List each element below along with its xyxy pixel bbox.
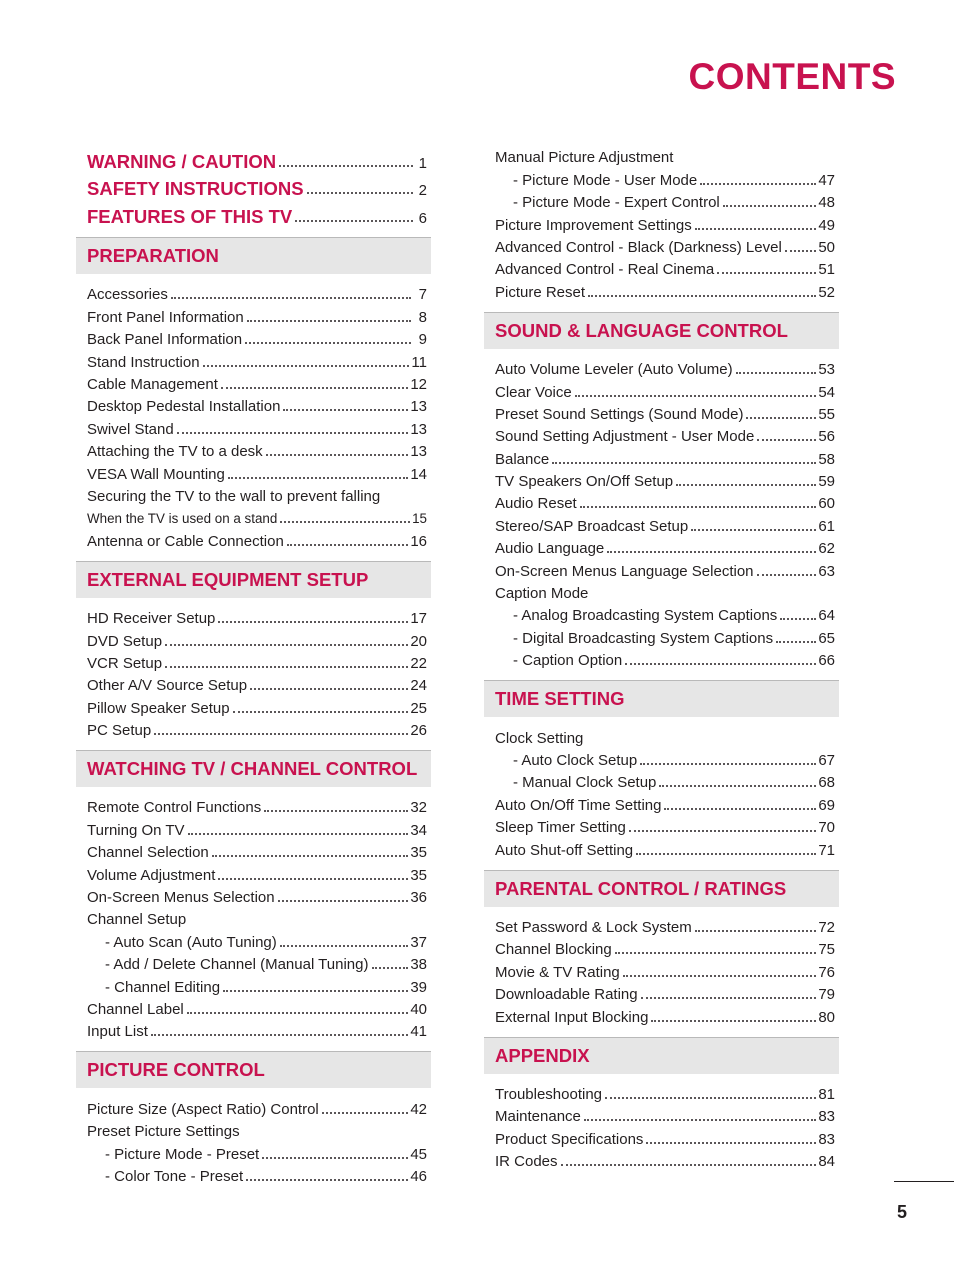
section-heading-external-equipment-setup: EXTERNAL EQUIPMENT SETUP — [76, 561, 431, 598]
toc-entry[interactable] — [484, 512, 839, 534]
entry-page-number: 54 — [818, 383, 835, 401]
entry-page-number: 25 — [410, 699, 427, 717]
entry-page-number: 16 — [410, 532, 427, 550]
entry-title: External Input Blocking — [495, 1008, 649, 1026]
entry-title: DVD Setup — [87, 632, 163, 650]
entry-title: Advanced Control - Real Cinema — [495, 261, 715, 279]
entry-page-number: 37 — [410, 933, 427, 951]
entry-title: - Auto Clock Setup — [513, 751, 638, 769]
entry-title: Accessories — [87, 286, 168, 304]
toc-entry[interactable] — [76, 415, 431, 437]
toc-entry[interactable] — [484, 423, 839, 445]
entry-title: Input List — [87, 1023, 148, 1041]
entry-page-number: 63 — [818, 562, 835, 580]
section-heading-picture-control: PICTURE CONTROL — [76, 1051, 431, 1088]
toc-entry[interactable] — [484, 914, 839, 936]
dot-leader — [165, 666, 408, 668]
toc-entry[interactable] — [484, 580, 839, 602]
entry-page-number: 38 — [410, 956, 427, 974]
entry-title: Preset Picture Settings — [87, 1123, 240, 1141]
dot-leader — [736, 372, 817, 374]
entry-title: VCR Setup — [87, 654, 163, 672]
dot-leader — [287, 544, 409, 546]
entry-title: When the TV is used on a stand — [87, 511, 278, 527]
entry-page-number: 58 — [818, 450, 835, 468]
entry-page-number: 47 — [818, 171, 835, 189]
entry-title: On-Screen Menus Selection — [87, 889, 275, 907]
toc-entry[interactable] — [484, 1148, 839, 1170]
entry-page-number: 69 — [818, 796, 835, 814]
section-spacer — [484, 859, 839, 870]
entry-page-number: 81 — [818, 1085, 835, 1103]
entry-page-number: 40 — [410, 1001, 427, 1018]
dot-leader — [177, 432, 409, 434]
entry-page-number: 71 — [818, 841, 835, 859]
toc-entry[interactable] — [484, 936, 839, 958]
entry-page-number: 72 — [818, 918, 835, 936]
entry-title: Volume Adjustment — [87, 866, 216, 884]
dot-leader — [279, 165, 413, 167]
entry-title: Antenna or Cable Connection — [87, 532, 284, 550]
entry-page-number: 15 — [412, 511, 427, 527]
entry-page-number: 50 — [818, 238, 835, 256]
toc-entry[interactable] — [484, 1125, 839, 1147]
entry-page-number: 32 — [410, 799, 427, 817]
dot-leader — [280, 945, 409, 947]
dot-leader — [246, 1179, 408, 1181]
dot-leader — [561, 1164, 817, 1166]
dot-leader — [623, 975, 817, 977]
entry-page-number: 13 — [410, 420, 427, 438]
toc-entry[interactable] — [76, 1118, 431, 1140]
entry-page-number: 48 — [818, 194, 835, 212]
toc-entry[interactable] — [76, 1163, 431, 1185]
entry-title: Manual Picture Adjustment — [495, 149, 674, 167]
toc-entry[interactable] — [484, 1003, 839, 1025]
dot-leader — [295, 220, 413, 222]
entry-page-number: 76 — [818, 963, 835, 981]
toc-entry[interactable] — [76, 371, 431, 393]
entry-page-number: 36 — [410, 889, 427, 907]
entry-title: On-Screen Menus Language Selection — [495, 562, 754, 580]
entry-title: TV Speakers On/Off Setup — [495, 473, 674, 491]
dot-leader — [221, 387, 408, 389]
dot-leader — [776, 641, 816, 643]
entry-title: Desktop Pedestal Installation — [87, 398, 281, 416]
entry-title: PC Setup — [87, 722, 152, 740]
entry-title: Remote Control Functions — [87, 799, 262, 817]
toc-entry[interactable] — [76, 505, 431, 527]
entry-title: - Manual Clock Setup — [513, 774, 657, 792]
entry-page-number: 46 — [410, 1167, 427, 1185]
entry-title: Securing the TV to the wall to prevent falling — [87, 487, 381, 505]
dot-leader — [651, 1020, 816, 1022]
section-spacer — [76, 1040, 431, 1051]
toc-entry[interactable] — [484, 166, 839, 188]
entry-page-number: 42 — [410, 1100, 427, 1118]
entry-title: - Analog Broadcasting System Captions — [513, 607, 778, 625]
toc-entry[interactable] — [76, 348, 431, 370]
dot-leader — [262, 1157, 408, 1159]
toc-entry[interactable] — [76, 839, 431, 861]
toc-entry[interactable] — [484, 234, 839, 256]
entry-page-number: 8 — [418, 308, 427, 326]
entry-title: Picture Size (Aspect Ratio) Control — [87, 1100, 319, 1118]
entry-title: Set Password & Lock System — [495, 918, 692, 936]
entry-title: Preset Sound Settings (Sound Mode) — [495, 405, 744, 423]
entry-page-number: 14 — [410, 465, 427, 483]
entry-title: Movie & TV Rating — [495, 963, 620, 981]
dot-leader — [664, 808, 816, 810]
dot-leader — [641, 997, 817, 999]
toc-entry[interactable] — [76, 816, 431, 838]
entry-title: Auto Volume Leveler (Auto Volume) — [495, 361, 733, 379]
entry-title: Attaching the TV to a desk — [87, 443, 263, 461]
toc-entry[interactable] — [76, 438, 431, 460]
entry-page-number: 22 — [410, 654, 427, 672]
section-heading-time-setting: TIME SETTING — [484, 680, 839, 717]
entry-title: Auto On/Off Time Setting — [495, 796, 662, 814]
dot-leader — [218, 621, 408, 623]
dot-leader — [264, 810, 408, 812]
dot-leader — [646, 1142, 816, 1144]
dot-leader — [629, 830, 816, 832]
dot-leader — [780, 618, 816, 620]
main-heading-entry[interactable] — [76, 199, 431, 227]
toc-entry[interactable] — [484, 747, 839, 769]
entry-title: IR Codes — [495, 1153, 558, 1171]
toc-entry[interactable] — [484, 814, 839, 836]
entry-page-number: 64 — [818, 607, 835, 625]
entry-page-number: 45 — [410, 1145, 427, 1163]
entry-title: - Digital Broadcasting System Captions — [513, 629, 774, 647]
entry-title: Picture Reset — [495, 283, 586, 301]
entry-page-number: 13 — [410, 443, 427, 461]
toc-entry[interactable] — [484, 724, 839, 746]
toc-entry[interactable] — [484, 211, 839, 233]
entry-page-number: 35 — [410, 866, 427, 884]
entry-page-number: 61 — [818, 517, 835, 535]
toc-entry[interactable] — [484, 535, 839, 557]
dot-leader — [625, 663, 816, 665]
entry-title: Channel Blocking — [495, 941, 612, 959]
toc-entry[interactable] — [484, 1103, 839, 1125]
main-heading-entry[interactable] — [76, 172, 431, 200]
toc-entry[interactable] — [484, 602, 839, 624]
entry-title: Clock Setting — [495, 729, 584, 747]
entry-title: Caption Mode — [495, 585, 589, 603]
dot-leader — [659, 785, 816, 787]
toc-entry[interactable] — [76, 861, 431, 883]
toc-entry[interactable] — [76, 281, 431, 303]
toc-entry[interactable] — [76, 326, 431, 348]
page-title: CONTENTS — [688, 56, 896, 97]
dot-leader — [372, 967, 409, 969]
dot-leader — [607, 551, 816, 553]
toc-entry[interactable] — [484, 144, 839, 166]
toc-entry[interactable] — [76, 794, 431, 816]
dot-leader — [154, 733, 408, 735]
entry-page-number: 2 — [418, 182, 427, 200]
entry-page-number: 51 — [818, 261, 835, 279]
entry-title: - Picture Mode - Expert Control — [513, 194, 720, 212]
dot-leader — [588, 295, 816, 297]
entry-title: - Channel Editing — [105, 978, 221, 996]
toc-entry[interactable] — [76, 1095, 431, 1117]
entry-title: Sound Setting Adjustment - User Mode — [495, 428, 755, 446]
toc-entry[interactable] — [76, 996, 431, 1018]
entry-page-number: 9 — [418, 331, 427, 349]
entry-title: - Caption Option — [513, 652, 623, 670]
toc-entry[interactable] — [484, 981, 839, 1003]
entry-title: Front Panel Information — [87, 308, 244, 326]
toc-entry[interactable] — [484, 356, 839, 378]
entry-title: - Auto Scan (Auto Tuning) — [105, 933, 277, 951]
entry-title: Stand Instruction — [87, 353, 200, 371]
toc-entry[interactable] — [76, 393, 431, 415]
toc-entry[interactable] — [76, 1140, 431, 1162]
toc-entry[interactable] — [76, 694, 431, 716]
dot-leader — [266, 454, 409, 456]
toc-entry[interactable] — [76, 650, 431, 672]
entry-title: Channel Selection — [87, 844, 209, 862]
entry-page-number: 7 — [418, 286, 427, 304]
toc-entry[interactable] — [484, 445, 839, 467]
dot-leader — [640, 763, 816, 765]
dot-leader — [615, 952, 817, 954]
entry-title: Downloadable Rating — [495, 986, 638, 1004]
dot-leader — [723, 205, 817, 207]
entry-page-number: 75 — [818, 941, 835, 959]
entry-page-number: 67 — [818, 751, 835, 769]
dot-leader — [605, 1097, 816, 1099]
entry-title: Product Specifications — [495, 1130, 644, 1148]
toc-entry[interactable] — [76, 906, 431, 928]
entry-title: Maintenance — [495, 1108, 581, 1126]
entry-title: Cable Management — [87, 376, 218, 394]
entry-title: Other A/V Source Setup — [87, 677, 248, 695]
dot-leader — [212, 855, 409, 857]
dot-leader — [307, 192, 413, 194]
section-spacer — [76, 550, 431, 561]
toc-entry[interactable] — [484, 958, 839, 980]
toc-entry[interactable] — [76, 483, 431, 505]
section-spacer — [484, 669, 839, 680]
entry-page-number: 35 — [410, 844, 427, 862]
toc-entry[interactable] — [484, 769, 839, 791]
entry-title: - Color Tone - Preset — [105, 1167, 244, 1185]
entry-title: Troubleshooting — [495, 1085, 603, 1103]
entry-page-number: 20 — [410, 632, 427, 650]
entry-title: Swivel Stand — [87, 420, 174, 438]
entry-page-number: 83 — [818, 1130, 835, 1148]
entry-title: Audio Reset — [495, 495, 577, 513]
section-spacer — [484, 1026, 839, 1037]
toc-entry[interactable] — [76, 672, 431, 694]
toc-entry[interactable] — [76, 884, 431, 906]
left-column — [76, 144, 431, 1185]
entry-title: FEATURES OF THIS TV — [87, 206, 293, 228]
dot-leader — [250, 688, 408, 690]
dot-leader — [717, 272, 816, 274]
entry-title: - Picture Mode - User Mode — [513, 171, 698, 189]
dot-leader — [283, 409, 408, 411]
dot-leader — [785, 250, 817, 252]
entry-title: WARNING / CAUTION — [87, 150, 277, 172]
toc-entry[interactable] — [484, 791, 839, 813]
toc-entry[interactable] — [76, 928, 431, 950]
dot-leader — [584, 1119, 816, 1121]
section-heading-watching-tv-channel-control: WATCHING TV / CHANNEL CONTROL — [76, 750, 431, 787]
dot-leader — [245, 342, 411, 344]
page-number: 5 — [896, 1202, 907, 1222]
toc-entry[interactable] — [484, 490, 839, 512]
dot-leader — [203, 365, 410, 367]
toc-entry[interactable] — [484, 468, 839, 490]
entry-title: Turning On TV — [87, 821, 185, 839]
dot-leader — [636, 853, 816, 855]
entry-page-number: 53 — [818, 361, 835, 379]
entry-title: Audio Language — [495, 540, 605, 558]
entry-page-number: 56 — [818, 428, 835, 446]
toc-entry[interactable] — [76, 973, 431, 995]
entry-page-number: 39 — [410, 978, 427, 996]
entry-page-number: 65 — [818, 629, 835, 647]
entry-title: Clear Voice — [495, 383, 572, 401]
toc-entry[interactable] — [76, 303, 431, 325]
section-spacer — [76, 739, 431, 750]
entry-title: HD Receiver Setup — [87, 610, 216, 628]
entry-page-number: 13 — [410, 398, 427, 416]
toc-entry[interactable] — [484, 624, 839, 646]
entry-title: Advanced Control - Black (Darkness) Level — [495, 238, 782, 256]
entry-page-number: 60 — [818, 495, 835, 513]
section-spacer — [484, 301, 839, 312]
toc-entry[interactable] — [484, 189, 839, 211]
entry-title: Auto Shut-off Setting — [495, 841, 634, 859]
dot-leader — [691, 529, 816, 531]
toc-entry[interactable] — [484, 557, 839, 579]
dot-leader — [228, 477, 408, 479]
entry-page-number: 55 — [818, 405, 835, 423]
dot-leader — [223, 990, 408, 992]
toc-entry[interactable] — [484, 256, 839, 278]
dot-leader — [746, 417, 816, 419]
dot-leader — [757, 574, 817, 576]
entry-page-number: 59 — [818, 473, 835, 491]
dot-leader — [676, 484, 816, 486]
entry-page-number: 12 — [410, 376, 427, 394]
toc-entry[interactable] — [484, 647, 839, 669]
dot-leader — [695, 930, 817, 932]
dot-leader — [171, 297, 411, 299]
section-heading-sound-language-control: SOUND & LANGUAGE CONTROL — [484, 312, 839, 349]
entry-title: Channel Label — [87, 1001, 184, 1018]
entry-page-number: 1 — [418, 154, 427, 172]
entry-page-number: 83 — [818, 1108, 835, 1126]
toc-entry[interactable] — [484, 836, 839, 858]
entry-page-number: 6 — [418, 210, 427, 228]
entry-page-number: 79 — [818, 986, 835, 1004]
dot-leader — [700, 183, 816, 185]
dot-leader — [322, 1112, 409, 1114]
entry-title: - Picture Mode - Preset — [105, 1145, 260, 1163]
page-number-rule — [894, 1181, 954, 1182]
dot-leader — [165, 644, 408, 646]
dot-leader — [151, 1034, 408, 1036]
toc-entry[interactable] — [76, 717, 431, 739]
entry-page-number: 24 — [410, 677, 427, 695]
entry-page-number: 34 — [410, 821, 427, 839]
toc-entry[interactable] — [484, 278, 839, 300]
dot-leader — [552, 462, 816, 464]
entry-title: Balance — [495, 450, 550, 468]
toc-entry[interactable] — [76, 627, 431, 649]
entry-page-number: 80 — [818, 1008, 835, 1026]
toc-entry[interactable] — [76, 460, 431, 482]
toc-entry[interactable] — [484, 1081, 839, 1103]
entry-title: VESA Wall Mounting — [87, 465, 225, 483]
dot-leader — [280, 521, 410, 523]
section-heading-parental-control-ratings: PARENTAL CONTROL / RATINGS — [484, 870, 839, 907]
entry-title: Channel Setup — [87, 911, 187, 929]
entry-page-number: 52 — [818, 283, 835, 301]
entry-page-number: 41 — [410, 1023, 427, 1041]
entry-page-number: 70 — [818, 819, 835, 837]
right-column — [484, 144, 839, 1170]
entry-title: Pillow Speaker Setup — [87, 699, 230, 717]
dot-leader — [575, 395, 817, 397]
entry-title: Back Panel Information — [87, 331, 243, 349]
dot-leader — [580, 506, 817, 508]
toc-entry[interactable] — [76, 1018, 431, 1040]
section-heading-appendix: APPENDIX — [484, 1037, 839, 1074]
entry-title: Picture Improvement Settings — [495, 216, 692, 234]
entry-page-number: 84 — [818, 1153, 835, 1171]
main-heading-entry[interactable] — [76, 144, 431, 172]
dot-leader — [695, 228, 817, 230]
entry-title: Sleep Timer Setting — [495, 819, 626, 837]
entry-page-number: 26 — [410, 722, 427, 740]
toc-entry[interactable] — [484, 378, 839, 400]
dot-leader — [188, 833, 409, 835]
entry-page-number: 62 — [818, 540, 835, 558]
entry-page-number: 68 — [818, 774, 835, 792]
dot-leader — [233, 711, 409, 713]
dot-leader — [247, 320, 411, 322]
toc-entry[interactable] — [76, 951, 431, 973]
dot-leader — [757, 439, 816, 441]
toc-entry[interactable] — [76, 605, 431, 627]
dot-leader — [187, 1012, 409, 1014]
entry-page-number: 66 — [818, 652, 835, 670]
section-heading-preparation: PREPARATION — [76, 237, 431, 274]
dot-leader — [218, 878, 408, 880]
dot-leader — [278, 900, 409, 902]
entry-title: SAFETY INSTRUCTIONS — [87, 178, 304, 200]
entry-page-number: 17 — [410, 610, 427, 628]
entry-page-number: 11 — [411, 353, 427, 371]
toc-entry[interactable] — [76, 527, 431, 549]
entry-title: Stereo/SAP Broadcast Setup — [495, 517, 689, 535]
entry-title: - Add / Delete Channel (Manual Tuning) — [105, 956, 369, 974]
toc-entry[interactable] — [484, 401, 839, 423]
entry-page-number: 49 — [818, 216, 835, 234]
